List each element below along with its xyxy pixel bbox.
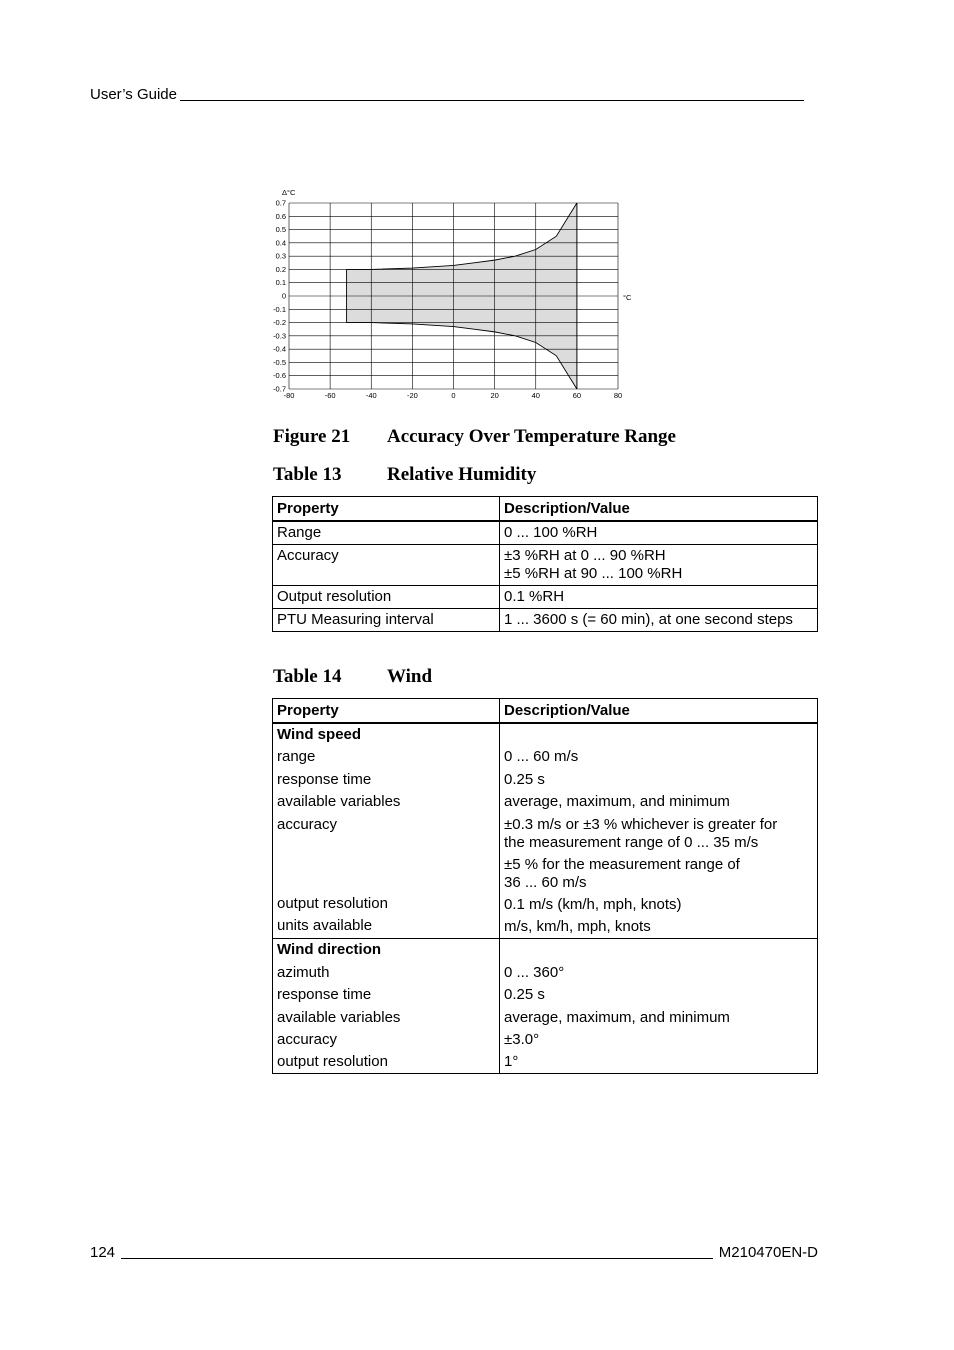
y-tick-label: 0.6	[275, 211, 286, 221]
property-label: response time	[277, 986, 372, 1004]
property-label: accuracy	[277, 1030, 338, 1048]
y-tick-label: 0.3	[275, 251, 286, 261]
value-line: ±0.3 m/s or ±3 % whichever is greater for	[504, 815, 778, 833]
column-header-property: Property	[273, 699, 500, 724]
table13-caption	[273, 464, 536, 486]
wind-speed-properties	[273, 723, 500, 939]
column-header-value: Description/Value	[500, 497, 818, 522]
value-line: ±3 %RH at 0 ... 90 %RH	[504, 547, 666, 564]
x-tick-label: 0	[451, 391, 456, 400]
value-cell: 1 ... 3600 s (= 60 min), at one second steps	[500, 609, 818, 632]
x-tick-label: 40	[531, 391, 540, 400]
y-tick-label: -0.1	[273, 304, 286, 314]
y-tick-label: -0.6	[273, 371, 286, 381]
table-header-row	[273, 497, 818, 522]
value-line: 0.25 s	[504, 770, 545, 788]
header-title: User’s Guide	[90, 86, 177, 103]
chart-y-axis-label: Δ°C	[282, 188, 296, 197]
page-header	[90, 86, 804, 103]
y-tick-label: 0.1	[275, 278, 286, 288]
wind-speed-group	[273, 723, 818, 939]
property-label: azimuth	[277, 963, 330, 981]
property-cell: Range	[273, 521, 500, 545]
chart-x-axis-label: °C	[623, 293, 632, 302]
wind-direction-group	[273, 939, 818, 1074]
property-label: response time	[277, 770, 372, 788]
y-tick-label: -0.4	[273, 344, 286, 354]
property-cell: Accuracy	[273, 545, 500, 586]
value-line: average, maximum, and minimum	[504, 793, 730, 811]
relative-humidity-table	[272, 496, 818, 632]
value-line: m/s, km/h, mph, knots	[504, 918, 651, 936]
wind-speed-values	[500, 723, 818, 939]
x-tick-label: -60	[324, 391, 336, 400]
footer-rule	[121, 1243, 713, 1259]
figure-title: Accuracy Over Temperature Range	[387, 426, 676, 447]
y-tick-label: -0.3	[273, 331, 286, 341]
x-tick-label: 80	[613, 391, 623, 400]
value-line: ±3.0°	[504, 1030, 540, 1048]
property-label: output resolution	[277, 894, 388, 912]
value-line: 0 ... 360°	[504, 963, 565, 981]
chart-x-ticks	[284, 391, 623, 400]
y-tick-label: -0.7	[273, 384, 286, 394]
column-header-value: Description/Value	[500, 699, 818, 724]
page-number: 124	[90, 1244, 116, 1261]
property-cell: PTU Measuring interval	[273, 609, 500, 632]
property-label: accuracy	[277, 815, 338, 833]
property-label: range	[277, 748, 316, 766]
value-line: the measurement range of 0 ... 35 m/s	[504, 833, 759, 851]
value-line: 36 ... 60 m/s	[504, 873, 587, 891]
x-tick-label: -80	[283, 391, 295, 400]
column-header-property: Property	[273, 497, 500, 522]
table13-number: Table 13	[273, 464, 342, 485]
y-tick-label: -0.2	[273, 318, 286, 328]
property-label: output resolution	[277, 1053, 388, 1071]
property-label: available variables	[277, 793, 401, 811]
wind-table	[272, 698, 818, 1074]
value-line: ±5 %RH at 90 ... 100 %RH	[504, 565, 683, 582]
property-label: available variables	[277, 1008, 401, 1026]
table-row	[273, 521, 818, 545]
figure-number: Figure 21	[273, 426, 351, 447]
table-row	[273, 586, 818, 609]
x-tick-label: -20	[406, 391, 418, 400]
value-line: 0.25 s	[504, 986, 545, 1004]
group-label-wind-direction: Wind direction	[277, 941, 382, 959]
value-line: 0.1 m/s (km/h, mph, knots)	[504, 895, 682, 913]
x-tick-label: 60	[572, 391, 582, 400]
wind-direction-values	[500, 939, 818, 1074]
value-line: 0 ... 60 m/s	[504, 748, 579, 766]
x-tick-label: 20	[490, 391, 499, 400]
wind-direction-properties	[273, 939, 500, 1074]
value-line: 1°	[504, 1053, 519, 1071]
property-label: units available	[277, 916, 373, 934]
value-line: average, maximum, and minimum	[504, 1008, 730, 1026]
table-row	[273, 545, 818, 586]
table14-caption	[273, 666, 432, 688]
y-tick-label: 0.2	[275, 264, 286, 274]
value-cell: 0.1 %RH	[500, 586, 818, 609]
property-cell: Output resolution	[273, 586, 500, 609]
document-code: M210470EN-D	[718, 1244, 818, 1261]
y-tick-label: 0.4	[275, 238, 286, 248]
table14-title: Wind	[387, 666, 433, 687]
value-cell	[500, 545, 818, 586]
table13-title: Relative Humidity	[387, 464, 537, 485]
page-footer	[90, 1243, 818, 1261]
table-row	[273, 609, 818, 632]
header-rule	[180, 86, 804, 101]
x-tick-label: -40	[365, 391, 377, 400]
accuracy-chart	[262, 182, 642, 404]
y-tick-label: 0.5	[275, 225, 286, 235]
figure-caption	[273, 426, 676, 448]
table-header-row	[273, 699, 818, 724]
value-line: ±5 % for the measurement range of	[504, 855, 740, 873]
group-label-wind-speed: Wind speed	[277, 726, 362, 743]
chart-y-ticks	[273, 199, 286, 394]
y-tick-label: 0	[281, 291, 286, 301]
y-tick-label: 0.7	[275, 198, 286, 208]
y-tick-label: -0.5	[273, 357, 286, 367]
table14-number: Table 14	[273, 666, 342, 687]
value-cell: 0 ... 100 %RH	[500, 521, 818, 545]
